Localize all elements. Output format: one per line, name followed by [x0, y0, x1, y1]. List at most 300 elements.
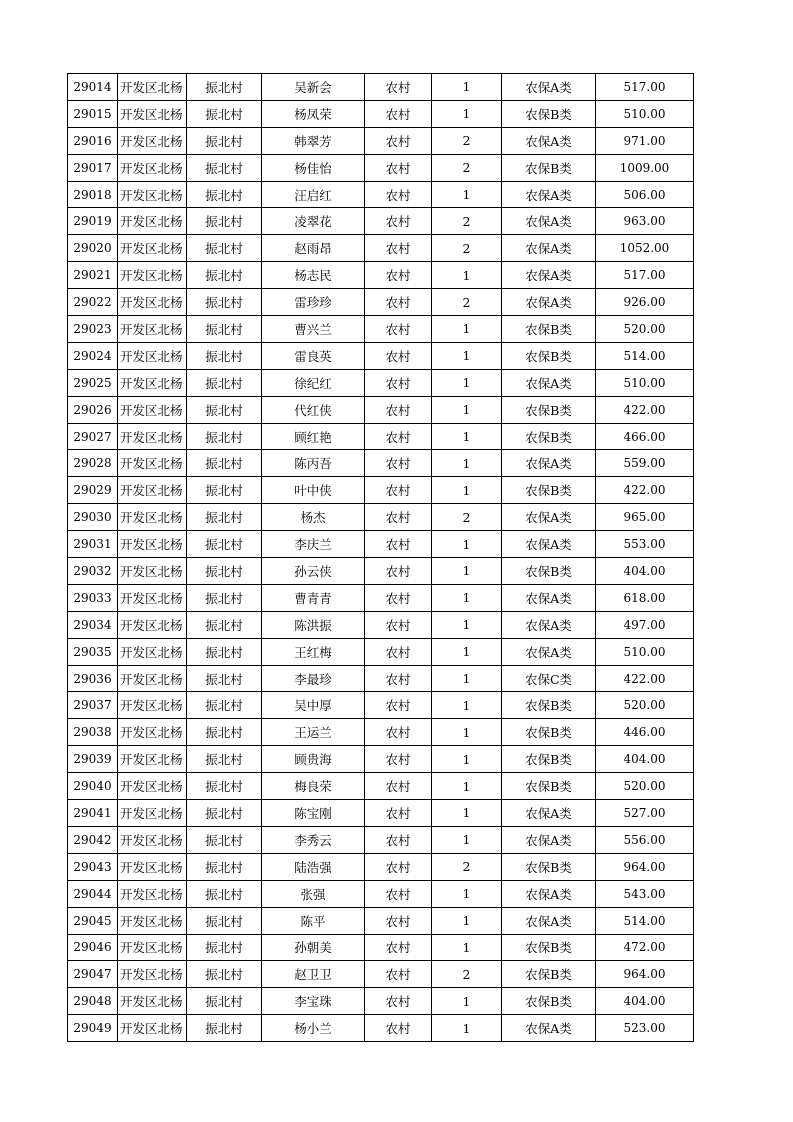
household-count-cell: 1 — [432, 638, 502, 665]
insurance-category-cell: 农保B类 — [502, 154, 596, 181]
insurance-category-cell: 农保B类 — [502, 100, 596, 127]
table-row — [68, 74, 694, 101]
record-id-cell: 29014 — [68, 74, 118, 101]
person-name-cell: 赵雨昂 — [262, 235, 365, 262]
roster-body — [68, 74, 694, 1042]
table-row — [68, 907, 694, 934]
household-count-cell: 1 — [432, 316, 502, 343]
amount-cell: 553.00 — [596, 531, 694, 558]
residence-type-cell: 农村 — [365, 961, 432, 988]
residence-type-cell: 农村 — [365, 638, 432, 665]
record-id-cell: 29041 — [68, 800, 118, 827]
residence-type-cell: 农村 — [365, 316, 432, 343]
district-cell: 开发区北杨 — [118, 289, 187, 316]
record-id-cell: 29021 — [68, 262, 118, 289]
insurance-category-cell: 农保A类 — [502, 584, 596, 611]
district-cell: 开发区北杨 — [118, 853, 187, 880]
insurance-category-cell: 农保A类 — [502, 127, 596, 154]
insurance-category-cell: 农保A类 — [502, 1015, 596, 1042]
insurance-category-cell: 农保B类 — [502, 692, 596, 719]
insurance-category-cell: 农保A类 — [502, 907, 596, 934]
record-id-cell: 29024 — [68, 342, 118, 369]
insurance-category-cell: 农保B类 — [502, 719, 596, 746]
insurance-category-cell: 农保B类 — [502, 773, 596, 800]
household-count-cell: 2 — [432, 127, 502, 154]
amount-cell: 514.00 — [596, 342, 694, 369]
insurance-category-cell: 农保A类 — [502, 235, 596, 262]
record-id-cell: 29027 — [68, 423, 118, 450]
table-row — [68, 208, 694, 235]
person-name-cell: 雷良英 — [262, 342, 365, 369]
person-name-cell: 吴中厚 — [262, 692, 365, 719]
amount-cell: 618.00 — [596, 584, 694, 611]
village-cell: 振北村 — [187, 127, 262, 154]
amount-cell: 971.00 — [596, 127, 694, 154]
household-count-cell: 1 — [432, 181, 502, 208]
amount-cell: 517.00 — [596, 262, 694, 289]
household-count-cell: 1 — [432, 423, 502, 450]
insurance-category-cell: 农保A类 — [502, 880, 596, 907]
record-id-cell: 29023 — [68, 316, 118, 343]
district-cell: 开发区北杨 — [118, 450, 187, 477]
record-id-cell: 29019 — [68, 208, 118, 235]
amount-cell: 514.00 — [596, 907, 694, 934]
roster-table — [67, 73, 694, 1042]
village-cell: 振北村 — [187, 907, 262, 934]
table-row — [68, 316, 694, 343]
district-cell: 开发区北杨 — [118, 665, 187, 692]
residence-type-cell: 农村 — [365, 934, 432, 961]
person-name-cell: 杨佳怡 — [262, 154, 365, 181]
amount-cell: 506.00 — [596, 181, 694, 208]
insurance-category-cell: 农保B类 — [502, 558, 596, 585]
record-id-cell: 29032 — [68, 558, 118, 585]
household-count-cell: 2 — [432, 208, 502, 235]
table-row — [68, 853, 694, 880]
record-id-cell: 29047 — [68, 961, 118, 988]
person-name-cell: 孙云侠 — [262, 558, 365, 585]
residence-type-cell: 农村 — [365, 450, 432, 477]
insurance-category-cell: 农保B类 — [502, 316, 596, 343]
record-id-cell: 29042 — [68, 826, 118, 853]
residence-type-cell: 农村 — [365, 988, 432, 1015]
village-cell: 振北村 — [187, 880, 262, 907]
village-cell: 振北村 — [187, 558, 262, 585]
village-cell: 振北村 — [187, 423, 262, 450]
household-count-cell: 1 — [432, 773, 502, 800]
person-name-cell: 顾贵海 — [262, 746, 365, 773]
record-id-cell: 29048 — [68, 988, 118, 1015]
record-id-cell: 29035 — [68, 638, 118, 665]
district-cell: 开发区北杨 — [118, 934, 187, 961]
residence-type-cell: 农村 — [365, 235, 432, 262]
insurance-category-cell: 农保A类 — [502, 289, 596, 316]
amount-cell: 559.00 — [596, 450, 694, 477]
village-cell: 振北村 — [187, 584, 262, 611]
village-cell: 振北村 — [187, 719, 262, 746]
village-cell: 振北村 — [187, 692, 262, 719]
district-cell: 开发区北杨 — [118, 719, 187, 746]
district-cell: 开发区北杨 — [118, 800, 187, 827]
district-cell: 开发区北杨 — [118, 181, 187, 208]
district-cell: 开发区北杨 — [118, 504, 187, 531]
insurance-category-cell: 农保A类 — [502, 450, 596, 477]
household-count-cell: 1 — [432, 396, 502, 423]
insurance-category-cell: 农保A类 — [502, 369, 596, 396]
table-row — [68, 369, 694, 396]
person-name-cell: 雷珍珍 — [262, 289, 365, 316]
residence-type-cell: 农村 — [365, 369, 432, 396]
village-cell: 振北村 — [187, 746, 262, 773]
residence-type-cell: 农村 — [365, 504, 432, 531]
record-id-cell: 29037 — [68, 692, 118, 719]
amount-cell: 520.00 — [596, 692, 694, 719]
table-row — [68, 584, 694, 611]
table-row — [68, 665, 694, 692]
district-cell: 开发区北杨 — [118, 988, 187, 1015]
residence-type-cell: 农村 — [365, 289, 432, 316]
amount-cell: 517.00 — [596, 74, 694, 101]
district-cell: 开发区北杨 — [118, 531, 187, 558]
insurance-category-cell: 农保B类 — [502, 423, 596, 450]
record-id-cell: 29022 — [68, 289, 118, 316]
table-row — [68, 934, 694, 961]
person-name-cell: 曹青青 — [262, 584, 365, 611]
record-id-cell: 29030 — [68, 504, 118, 531]
table-row — [68, 342, 694, 369]
residence-type-cell: 农村 — [365, 396, 432, 423]
village-cell: 振北村 — [187, 289, 262, 316]
village-cell: 振北村 — [187, 208, 262, 235]
household-count-cell: 1 — [432, 342, 502, 369]
village-cell: 振北村 — [187, 800, 262, 827]
person-name-cell: 张强 — [262, 880, 365, 907]
district-cell: 开发区北杨 — [118, 423, 187, 450]
district-cell: 开发区北杨 — [118, 477, 187, 504]
amount-cell: 510.00 — [596, 638, 694, 665]
household-count-cell: 1 — [432, 584, 502, 611]
residence-type-cell: 农村 — [365, 853, 432, 880]
household-count-cell: 1 — [432, 100, 502, 127]
record-id-cell: 29046 — [68, 934, 118, 961]
table-row — [68, 289, 694, 316]
residence-type-cell: 农村 — [365, 477, 432, 504]
village-cell: 振北村 — [187, 504, 262, 531]
person-name-cell: 代红侠 — [262, 396, 365, 423]
table-row — [68, 477, 694, 504]
village-cell: 振北村 — [187, 74, 262, 101]
amount-cell: 556.00 — [596, 826, 694, 853]
person-name-cell: 陈平 — [262, 907, 365, 934]
village-cell: 振北村 — [187, 396, 262, 423]
record-id-cell: 29015 — [68, 100, 118, 127]
residence-type-cell: 农村 — [365, 611, 432, 638]
household-count-cell: 2 — [432, 961, 502, 988]
district-cell: 开发区北杨 — [118, 773, 187, 800]
household-count-cell: 2 — [432, 853, 502, 880]
residence-type-cell: 农村 — [365, 692, 432, 719]
table-row — [68, 396, 694, 423]
table-row — [68, 719, 694, 746]
household-count-cell: 1 — [432, 746, 502, 773]
amount-cell: 422.00 — [596, 477, 694, 504]
district-cell: 开发区北杨 — [118, 342, 187, 369]
district-cell: 开发区北杨 — [118, 611, 187, 638]
village-cell: 振北村 — [187, 181, 262, 208]
district-cell: 开发区北杨 — [118, 316, 187, 343]
residence-type-cell: 农村 — [365, 719, 432, 746]
village-cell: 振北村 — [187, 154, 262, 181]
record-id-cell: 29036 — [68, 665, 118, 692]
amount-cell: 404.00 — [596, 988, 694, 1015]
residence-type-cell: 农村 — [365, 423, 432, 450]
table-row — [68, 558, 694, 585]
record-id-cell: 29028 — [68, 450, 118, 477]
person-name-cell: 梅良荣 — [262, 773, 365, 800]
district-cell: 开发区北杨 — [118, 961, 187, 988]
table-row — [68, 880, 694, 907]
district-cell: 开发区北杨 — [118, 127, 187, 154]
amount-cell: 404.00 — [596, 558, 694, 585]
residence-type-cell: 农村 — [365, 208, 432, 235]
table-row — [68, 1015, 694, 1042]
household-count-cell: 1 — [432, 880, 502, 907]
table-row — [68, 746, 694, 773]
table-row — [68, 800, 694, 827]
amount-cell: 510.00 — [596, 369, 694, 396]
amount-cell: 926.00 — [596, 289, 694, 316]
residence-type-cell: 农村 — [365, 907, 432, 934]
insurance-category-cell: 农保B类 — [502, 396, 596, 423]
residence-type-cell: 农村 — [365, 74, 432, 101]
village-cell: 振北村 — [187, 665, 262, 692]
record-id-cell: 29026 — [68, 396, 118, 423]
household-count-cell: 1 — [432, 826, 502, 853]
insurance-category-cell: 农保A类 — [502, 531, 596, 558]
household-count-cell: 1 — [432, 692, 502, 719]
insurance-category-cell: 农保B类 — [502, 342, 596, 369]
village-cell: 振北村 — [187, 961, 262, 988]
person-name-cell: 李宝珠 — [262, 988, 365, 1015]
household-count-cell: 1 — [432, 477, 502, 504]
amount-cell: 523.00 — [596, 1015, 694, 1042]
residence-type-cell: 农村 — [365, 100, 432, 127]
village-cell: 振北村 — [187, 611, 262, 638]
residence-type-cell: 农村 — [365, 880, 432, 907]
record-id-cell: 29029 — [68, 477, 118, 504]
village-cell: 振北村 — [187, 316, 262, 343]
person-name-cell: 叶中侠 — [262, 477, 365, 504]
residence-type-cell: 农村 — [365, 342, 432, 369]
record-id-cell: 29039 — [68, 746, 118, 773]
village-cell: 振北村 — [187, 531, 262, 558]
village-cell: 振北村 — [187, 262, 262, 289]
amount-cell: 520.00 — [596, 773, 694, 800]
household-count-cell: 2 — [432, 235, 502, 262]
person-name-cell: 王红梅 — [262, 638, 365, 665]
district-cell: 开发区北杨 — [118, 100, 187, 127]
village-cell: 振北村 — [187, 638, 262, 665]
record-id-cell: 29045 — [68, 907, 118, 934]
amount-cell: 404.00 — [596, 746, 694, 773]
residence-type-cell: 农村 — [365, 1015, 432, 1042]
household-count-cell: 1 — [432, 934, 502, 961]
residence-type-cell: 农村 — [365, 800, 432, 827]
insurance-category-cell: 农保A类 — [502, 504, 596, 531]
amount-cell: 520.00 — [596, 316, 694, 343]
insurance-category-cell: 农保A类 — [502, 826, 596, 853]
table-row — [68, 450, 694, 477]
residence-type-cell: 农村 — [365, 262, 432, 289]
insurance-category-cell: 农保C类 — [502, 665, 596, 692]
district-cell: 开发区北杨 — [118, 692, 187, 719]
table-row — [68, 235, 694, 262]
village-cell: 振北村 — [187, 934, 262, 961]
district-cell: 开发区北杨 — [118, 369, 187, 396]
district-cell: 开发区北杨 — [118, 396, 187, 423]
amount-cell: 446.00 — [596, 719, 694, 746]
table-row — [68, 961, 694, 988]
amount-cell: 497.00 — [596, 611, 694, 638]
person-name-cell: 赵卫卫 — [262, 961, 365, 988]
record-id-cell: 29040 — [68, 773, 118, 800]
district-cell: 开发区北杨 — [118, 907, 187, 934]
table-row — [68, 638, 694, 665]
amount-cell: 1052.00 — [596, 235, 694, 262]
person-name-cell: 陈宝刚 — [262, 800, 365, 827]
amount-cell: 964.00 — [596, 853, 694, 880]
amount-cell: 963.00 — [596, 208, 694, 235]
person-name-cell: 李最珍 — [262, 665, 365, 692]
amount-cell: 422.00 — [596, 396, 694, 423]
household-count-cell: 1 — [432, 907, 502, 934]
amount-cell: 964.00 — [596, 961, 694, 988]
insurance-category-cell: 农保B类 — [502, 853, 596, 880]
person-name-cell: 杨小兰 — [262, 1015, 365, 1042]
record-id-cell: 29034 — [68, 611, 118, 638]
district-cell: 开发区北杨 — [118, 638, 187, 665]
person-name-cell: 李秀云 — [262, 826, 365, 853]
household-count-cell: 1 — [432, 558, 502, 585]
person-name-cell: 孙朝美 — [262, 934, 365, 961]
person-name-cell: 杨凤荣 — [262, 100, 365, 127]
table-row — [68, 127, 694, 154]
record-id-cell: 29049 — [68, 1015, 118, 1042]
village-cell: 振北村 — [187, 450, 262, 477]
insurance-category-cell: 农保A类 — [502, 611, 596, 638]
record-id-cell: 29017 — [68, 154, 118, 181]
district-cell: 开发区北杨 — [118, 746, 187, 773]
table-row — [68, 154, 694, 181]
person-name-cell: 陈洪振 — [262, 611, 365, 638]
household-count-cell: 1 — [432, 611, 502, 638]
household-count-cell: 1 — [432, 369, 502, 396]
person-name-cell: 李庆兰 — [262, 531, 365, 558]
residence-type-cell: 农村 — [365, 746, 432, 773]
household-count-cell: 1 — [432, 719, 502, 746]
insurance-category-cell: 农保B类 — [502, 477, 596, 504]
household-count-cell: 2 — [432, 504, 502, 531]
person-name-cell: 曹兴兰 — [262, 316, 365, 343]
table-row — [68, 181, 694, 208]
household-count-cell: 1 — [432, 74, 502, 101]
village-cell: 振北村 — [187, 477, 262, 504]
household-count-cell: 1 — [432, 450, 502, 477]
insurance-category-cell: 农保A类 — [502, 181, 596, 208]
insurance-category-cell: 农保A类 — [502, 638, 596, 665]
record-id-cell: 29044 — [68, 880, 118, 907]
residence-type-cell: 农村 — [365, 826, 432, 853]
insurance-category-cell: 农保A类 — [502, 262, 596, 289]
person-name-cell: 顾红艳 — [262, 423, 365, 450]
household-count-cell: 1 — [432, 800, 502, 827]
residence-type-cell: 农村 — [365, 584, 432, 611]
residence-type-cell: 农村 — [365, 665, 432, 692]
district-cell: 开发区北杨 — [118, 154, 187, 181]
table-row — [68, 988, 694, 1015]
table-row — [68, 423, 694, 450]
record-id-cell: 29018 — [68, 181, 118, 208]
insurance-category-cell: 农保B类 — [502, 746, 596, 773]
district-cell: 开发区北杨 — [118, 262, 187, 289]
amount-cell: 527.00 — [596, 800, 694, 827]
district-cell: 开发区北杨 — [118, 880, 187, 907]
amount-cell: 1009.00 — [596, 154, 694, 181]
household-count-cell: 2 — [432, 289, 502, 316]
residence-type-cell: 农村 — [365, 773, 432, 800]
table-row — [68, 826, 694, 853]
insurance-category-cell: 农保B类 — [502, 961, 596, 988]
person-name-cell: 陆浩强 — [262, 853, 365, 880]
table-row — [68, 773, 694, 800]
person-name-cell: 汪启红 — [262, 181, 365, 208]
household-count-cell: 1 — [432, 531, 502, 558]
district-cell: 开发区北杨 — [118, 558, 187, 585]
village-cell: 振北村 — [187, 853, 262, 880]
household-count-cell: 2 — [432, 154, 502, 181]
table-row — [68, 692, 694, 719]
record-id-cell: 29020 — [68, 235, 118, 262]
district-cell: 开发区北杨 — [118, 74, 187, 101]
insurance-category-cell: 农保B类 — [502, 934, 596, 961]
district-cell: 开发区北杨 — [118, 208, 187, 235]
household-count-cell: 1 — [432, 665, 502, 692]
record-id-cell: 29025 — [68, 369, 118, 396]
table-row — [68, 531, 694, 558]
insurance-category-cell: 农保B类 — [502, 988, 596, 1015]
record-id-cell: 29043 — [68, 853, 118, 880]
person-name-cell: 杨志民 — [262, 262, 365, 289]
village-cell: 振北村 — [187, 773, 262, 800]
residence-type-cell: 农村 — [365, 127, 432, 154]
table-row — [68, 262, 694, 289]
household-count-cell: 1 — [432, 1015, 502, 1042]
person-name-cell: 陈丙吾 — [262, 450, 365, 477]
person-name-cell: 吴新会 — [262, 74, 365, 101]
residence-type-cell: 农村 — [365, 154, 432, 181]
record-id-cell: 29033 — [68, 584, 118, 611]
person-name-cell: 徐纪红 — [262, 369, 365, 396]
amount-cell: 466.00 — [596, 423, 694, 450]
amount-cell: 472.00 — [596, 934, 694, 961]
household-count-cell: 1 — [432, 988, 502, 1015]
village-cell: 振北村 — [187, 100, 262, 127]
residence-type-cell: 农村 — [365, 558, 432, 585]
record-id-cell: 29016 — [68, 127, 118, 154]
amount-cell: 422.00 — [596, 665, 694, 692]
district-cell: 开发区北杨 — [118, 826, 187, 853]
village-cell: 振北村 — [187, 342, 262, 369]
